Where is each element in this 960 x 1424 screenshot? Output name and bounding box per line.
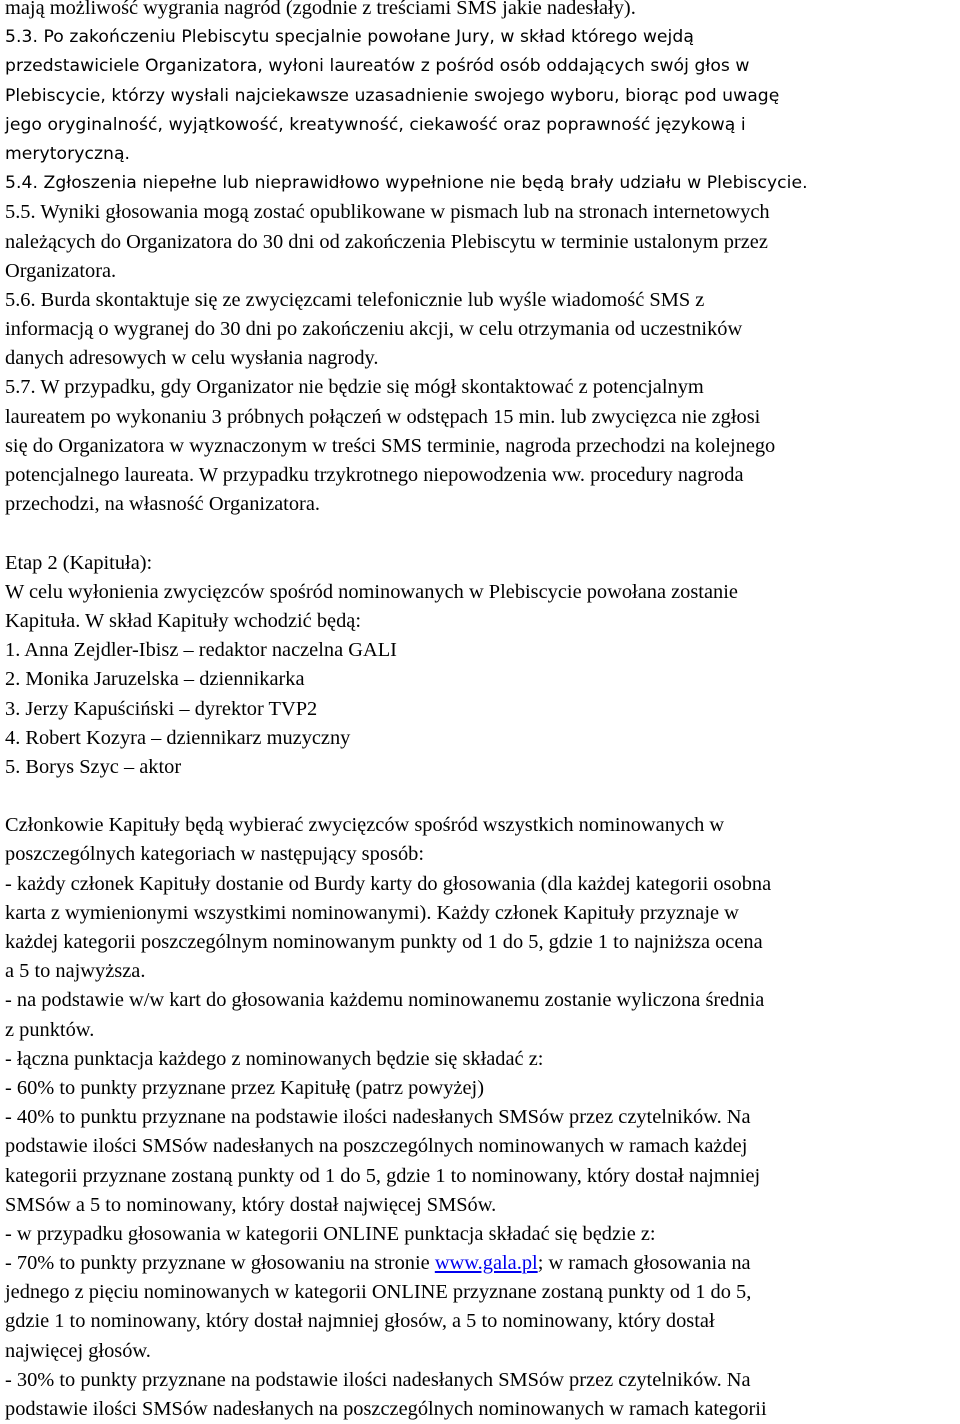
text-line bbox=[5, 140, 960, 169]
line-text: z punktów. bbox=[5, 1018, 95, 1041]
text-line bbox=[5, 578, 960, 607]
text-line bbox=[5, 753, 960, 782]
blank-line bbox=[5, 782, 960, 811]
text-line bbox=[5, 636, 960, 665]
line-text: 4. Robert Kozyra – dziennikarz muzyczny bbox=[5, 726, 351, 749]
document-body bbox=[5, 0, 960, 1424]
line-text: merytoryczną. bbox=[5, 143, 131, 164]
line-text: Organizatora. bbox=[5, 259, 117, 282]
text-line bbox=[5, 490, 960, 519]
text-line bbox=[5, 957, 960, 986]
line-text: 2. Monika Jaruzelska – dziennikarka bbox=[5, 668, 305, 691]
line-text: informacją o wygranej do 30 dni po zakończeniu akcji, w celu otrzymania od uczestników bbox=[5, 318, 743, 341]
line-text: potencjalnego laureata. W przypadku trzykrotnego niepowodzenia ww. procedury nagroda bbox=[5, 464, 744, 486]
text-line bbox=[5, 169, 960, 198]
text-line bbox=[5, 228, 960, 257]
text-line bbox=[5, 549, 960, 578]
text-line bbox=[5, 198, 960, 227]
line-text: 3. Jerzy Kapuściński – dyrektor TVP2 bbox=[5, 697, 318, 720]
line-text: - 40% to punktu przyznane na podstawie ilości nadesłanych SMSów przez czytelników. Na bbox=[5, 1106, 751, 1129]
text-line bbox=[5, 695, 960, 724]
line-text: 5. Borys Szyc – aktor bbox=[5, 755, 182, 778]
line-text: jego oryginalność, wyjątkowość, kreatywność, ciekawość oraz poprawność językową i bbox=[5, 114, 746, 135]
line-text: Etap 2 (Kapituła): bbox=[5, 551, 153, 574]
line-text: - 60% to punkty przyznane przez Kapitułę (patrz powyżej) bbox=[5, 1076, 484, 1099]
text-line bbox=[5, 1395, 960, 1424]
text-line bbox=[5, 461, 960, 490]
line-text: danych adresowych w celu wysłania nagrody. bbox=[5, 347, 379, 370]
text-line bbox=[5, 1220, 960, 1249]
text-line bbox=[5, 1249, 960, 1278]
line-text: podstawie ilości SMSów nadesłanych na poszczególnych nominowanych w ramach każdej bbox=[5, 1135, 748, 1158]
line-text: podstawie ilości SMSów nadesłanych na poszczególnych nominowanych w ramach kategorii bbox=[5, 1398, 767, 1420]
line-text: - 70% to punkty przyznane w głosowaniu na stronie bbox=[5, 1252, 435, 1275]
line-text: Kapituła. W skład Kapituły wchodzić będą: bbox=[5, 609, 361, 632]
line-text: SMSów a 5 to nominowany, który dostał najwięcej SMSów. bbox=[5, 1193, 497, 1216]
text-line bbox=[5, 373, 960, 402]
line-text: W celu wyłonienia zwycięzców spośród nominowanych w Plebiscycie powołana zostanie bbox=[5, 580, 738, 603]
line-text: kategorii przyznane zostaną punkty od 1 do 5, gdzie 1 to nominowany, który dostał najmniej bbox=[5, 1164, 761, 1187]
text-line bbox=[5, 257, 960, 286]
text-line bbox=[5, 870, 960, 899]
text-line bbox=[5, 315, 960, 344]
line-text: przedstawiciele Organizatora, wyłoni laureatów z pośród osób oddających swój głos w bbox=[5, 56, 750, 77]
text-line bbox=[5, 23, 960, 52]
line-text: każdej kategorii poszczególnym nominowanym punkty od 1 do 5, gdzie 1 to najniższa ocena bbox=[5, 931, 763, 953]
line-text: 5.4. Zgłoszenia niepełne lub nieprawidłowo wypełnione nie będą brały udziału w Plebiscycie. bbox=[5, 173, 808, 194]
line-text: się do Organizatora w wyznaczonym w treści SMS terminie, nagroda przechodzi na kolejnego bbox=[5, 434, 776, 457]
line-text: jednego z pięciu nominowanych w kategorii ONLINE przyznane zostaną punkty od 1 do 5, bbox=[5, 1281, 752, 1304]
text-line bbox=[5, 52, 960, 81]
text-line bbox=[5, 1132, 960, 1161]
line-text: gdzie 1 to nominowany, który dostał najmniej głosów, a 5 to nominowany, który dostał bbox=[5, 1310, 715, 1333]
text-line bbox=[5, 607, 960, 636]
text-line bbox=[5, 986, 960, 1015]
line-text: przechodzi, na własność Organizatora. bbox=[5, 493, 320, 516]
line-text: mają możliwość wygrania nagród (zgodnie z treściami SMS jakie nadesłały). bbox=[5, 0, 636, 19]
line-text: poszczególnych kategoriach w następujący sposób: bbox=[5, 843, 425, 866]
text-line bbox=[5, 1337, 960, 1366]
line-text: - każdy członek Kapituły dostanie od Burdy karty do głosowania (dla każdej kategorii osobna bbox=[5, 872, 772, 895]
text-line bbox=[5, 899, 960, 928]
text-line bbox=[5, 1103, 960, 1132]
text-line bbox=[5, 1162, 960, 1191]
text-line bbox=[5, 1278, 960, 1307]
text-line bbox=[5, 1074, 960, 1103]
line-text: Plebiscycie, którzy wysłali najciekawsze uzasadnienie swojego wyboru, biorąc pod uwagę bbox=[5, 85, 780, 106]
text-line bbox=[5, 840, 960, 869]
line-text: 5.7. W przypadku, gdy Organizator nie będzie się mógł skontaktować z potencjalnym bbox=[5, 376, 704, 399]
text-line bbox=[5, 286, 960, 315]
line-text: 5.3. Po zakończeniu Plebiscytu specjalnie powołane Jury, w skład którego wejdą bbox=[5, 27, 694, 48]
text-line bbox=[5, 724, 960, 753]
text-line bbox=[5, 111, 960, 140]
gala-link[interactable]: www.gala.pl bbox=[434, 1252, 538, 1275]
text-line bbox=[5, 1016, 960, 1045]
line-text: a 5 to najwyższa. bbox=[5, 960, 146, 983]
text-line bbox=[5, 1307, 960, 1336]
line-text: Członkowie Kapituły będą wybierać zwycięzców spośród wszystkich nominowanych w bbox=[5, 814, 725, 837]
text-line bbox=[5, 82, 960, 111]
text-line bbox=[5, 811, 960, 840]
text-line bbox=[5, 1366, 960, 1395]
line-text: karta z wymienionymi wszystkimi nominowanymi). Każdy członek Kapituły przyznaje w bbox=[5, 901, 739, 924]
line-text: laureatem po wykonaniu 3 próbnych połączeń w odstępach 15 min. lub zwycięzca nie zgłosi bbox=[5, 405, 761, 428]
line-text: - w przypadku głosowania w kategorii ONLINE punktacja składać się będzie z: bbox=[5, 1222, 656, 1245]
line-text: 1. Anna Zejdler-Ibisz – redaktor naczelna GALI bbox=[5, 639, 397, 662]
text-line bbox=[5, 1191, 960, 1220]
line-text: - 30% to punkty przyznane na podstawie ilości nadesłanych SMSów przez czytelników. Na bbox=[5, 1368, 751, 1391]
line-text: 5.5. Wyniki głosowania mogą zostać opublikowane w pismach lub na stronach internetowych bbox=[5, 201, 770, 224]
text-line bbox=[5, 432, 960, 461]
line-text: należących do Organizatora do 30 dni od zakończenia Plebiscytu w terminie ustalonym przez bbox=[5, 230, 768, 253]
text-line bbox=[5, 0, 960, 23]
line-text: 5.6. Burda skontaktuje się ze zwycięzcami telefonicznie lub wyśle wiadomość SMS z bbox=[5, 288, 705, 311]
text-line bbox=[5, 1045, 960, 1074]
text-line bbox=[5, 344, 960, 373]
blank-line bbox=[5, 519, 960, 548]
text-line bbox=[5, 665, 960, 694]
line-text: najwięcej głosów. bbox=[5, 1339, 151, 1362]
line-text: ; w ramach głosowania na bbox=[537, 1252, 751, 1275]
line-text: - na podstawie w/w kart do głosowania każdemu nominowanemu zostanie wyliczona średnia bbox=[5, 989, 765, 1012]
text-line bbox=[5, 928, 960, 957]
text-line bbox=[5, 403, 960, 432]
line-text: - łączna punktacja każdego z nominowanych będzie się składać z: bbox=[5, 1047, 544, 1070]
